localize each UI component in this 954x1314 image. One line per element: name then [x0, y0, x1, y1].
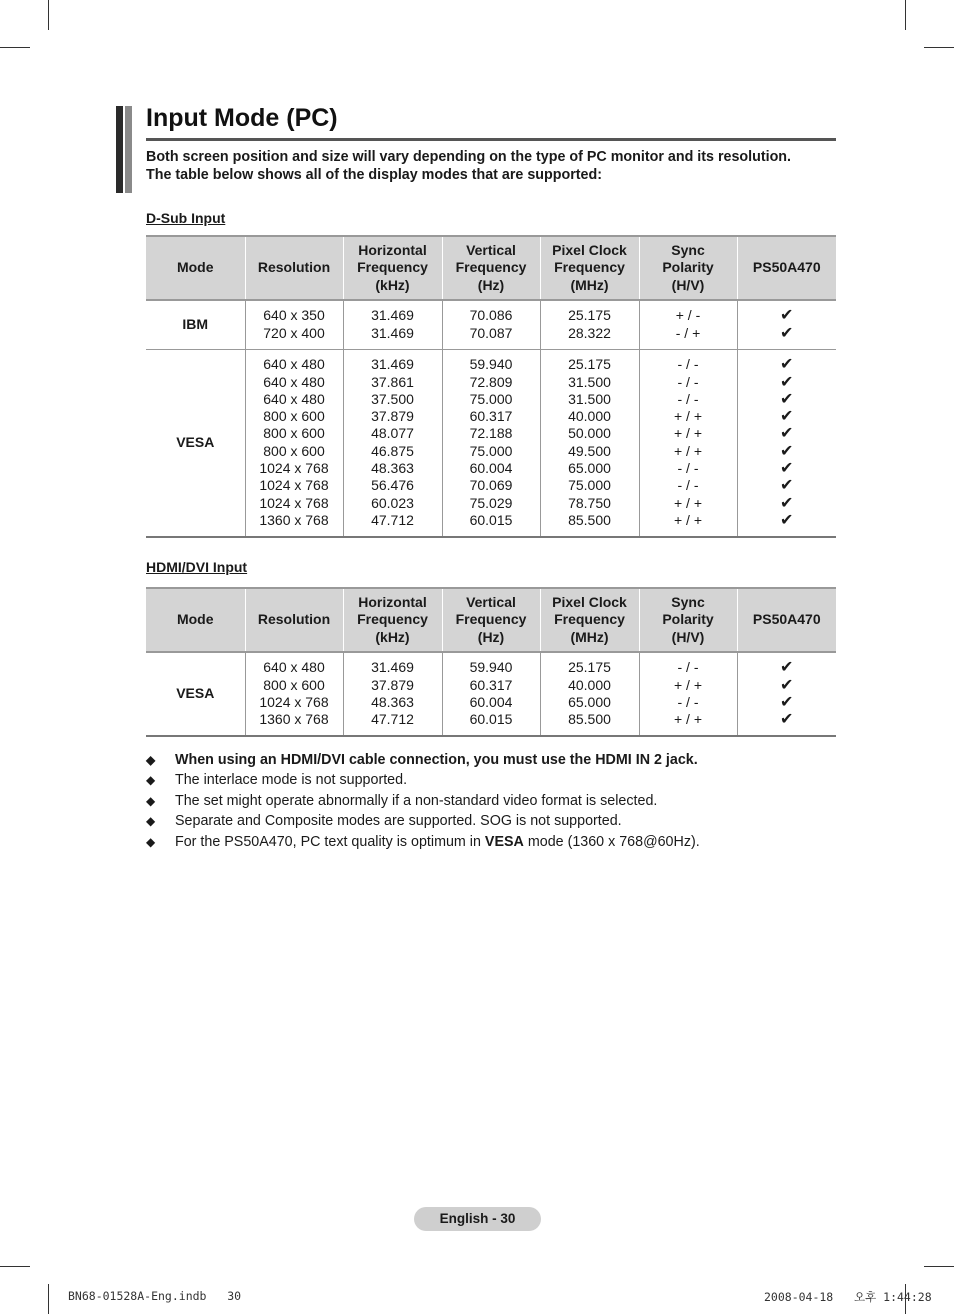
cell-value: 75.029	[469, 494, 513, 511]
diamond-bullet-icon: ◆	[146, 753, 156, 767]
header-line: Mode	[176, 259, 214, 276]
checkmark-icon: ✔	[780, 425, 794, 443]
footer-timestamp: 2008-04-18 오후 1:44:28	[764, 1290, 932, 1304]
title-accent-bar	[125, 106, 132, 193]
cell-value: 59.940	[469, 356, 513, 373]
header-line: PS50A470	[752, 259, 821, 276]
note-text: For the PS50A470, PC text quality is optimum in	[175, 833, 485, 850]
header-line: (kHz)	[375, 628, 410, 645]
cell-value: 37.879	[371, 676, 414, 693]
cell-value: 640 x 480	[263, 373, 325, 390]
cell-value: 25.175	[568, 356, 611, 373]
checkmark-icon: ✔	[780, 659, 794, 677]
cell-value: + / -	[675, 307, 701, 324]
hfreq-cell	[343, 300, 442, 349]
cell-value: 1024 x 768	[259, 477, 329, 494]
header-line: (MHz)	[570, 276, 609, 293]
crop-mark	[924, 47, 954, 48]
header-line: Frequency	[554, 259, 625, 276]
cell-value: + / +	[673, 425, 703, 442]
cell-value: 48.077	[371, 425, 414, 442]
header-line: Frequency	[455, 611, 527, 628]
header-line: (H/V)	[671, 628, 705, 645]
header-line: Pixel Clock	[552, 241, 627, 258]
pclock-cell	[540, 300, 639, 349]
checkmark-icon: ✔	[780, 511, 794, 529]
note-text: The interlace mode is not supported.	[175, 772, 408, 789]
diamond-bullet-icon: ◆	[146, 814, 156, 829]
cell-value: 59.940	[469, 659, 513, 676]
cell-value: 37.861	[371, 373, 414, 390]
hfreq-cell	[343, 652, 442, 736]
pclock-cell	[540, 349, 639, 537]
crop-mark	[48, 1284, 49, 1314]
pclock-cell	[540, 652, 639, 736]
checkmark-icon: ✔	[780, 477, 794, 495]
cell-value: + / +	[673, 511, 703, 528]
cell-value: 800 x 600	[263, 408, 325, 425]
hdmi-section-label: HDMI/DVI Input	[146, 559, 248, 575]
cell-value: 72.188	[469, 425, 513, 442]
cell-value: 85.500	[568, 511, 611, 528]
note-item	[146, 811, 700, 831]
cell-value: 640 x 480	[263, 356, 325, 373]
column-header	[737, 236, 836, 300]
diamond-bullet-icon: ◆	[146, 773, 156, 788]
cell-value: 720 x 400	[263, 324, 325, 341]
crop-mark	[924, 1266, 954, 1267]
vfreq-cell	[442, 300, 540, 349]
header-line: (H/V)	[671, 276, 705, 293]
cell-value: 25.175	[568, 307, 611, 324]
cell-value: 31.469	[371, 659, 414, 676]
cell-value: - / -	[677, 477, 699, 494]
checkmark-icon: ✔	[780, 494, 794, 512]
cell-value: 40.000	[568, 676, 611, 693]
header-line: Pixel Clock	[552, 593, 627, 610]
cell-value: 48.363	[371, 694, 414, 710]
cell-value: 31.469	[371, 356, 414, 373]
cell-value: + / +	[673, 408, 703, 425]
cell-value: 31.500	[568, 373, 611, 390]
cell-value: 31.469	[371, 307, 414, 324]
checkmark-icon: ✔	[780, 390, 794, 408]
header-line: (kHz)	[375, 276, 410, 293]
note-item	[146, 832, 700, 852]
mode-cell: VESA	[146, 349, 245, 537]
cell-value: - / -	[677, 356, 699, 373]
table-row	[146, 300, 836, 349]
cell-value: - / -	[677, 460, 699, 477]
cell-value: 65.000	[568, 694, 611, 710]
cell-value: 800 x 600	[263, 442, 325, 459]
header-line: Vertical	[466, 593, 516, 610]
column-header	[146, 588, 245, 652]
cell-value: 47.712	[371, 711, 414, 728]
cell-value: 1360 x 768	[259, 711, 329, 728]
intro-text	[146, 149, 836, 184]
cell-value: 75.000	[568, 477, 611, 494]
checkmark-icon: ✔	[780, 442, 794, 460]
cell-value: 37.879	[371, 408, 414, 425]
cell-value: 800 x 600	[263, 425, 325, 442]
cell-value: 1360 x 768	[259, 511, 329, 528]
column-header	[442, 588, 540, 652]
notes-list	[146, 750, 700, 852]
cell-value: 60.317	[469, 676, 513, 693]
header-line: Mode	[176, 611, 214, 628]
mode-cell: IBM	[146, 300, 245, 349]
cell-value: 48.363	[371, 460, 414, 477]
footer-file-info: BN68-01528A-Eng.indb 30	[68, 1289, 242, 1303]
cell-value: + / +	[673, 442, 703, 459]
cell-value: 31.500	[568, 390, 611, 407]
diamond-bullet-icon: ◆	[146, 834, 156, 849]
cell-value: 49.500	[568, 442, 611, 459]
dsub-mode-table	[146, 235, 836, 538]
note-item	[146, 750, 700, 770]
table-row	[146, 652, 836, 736]
checkmark-icon: ✔	[780, 307, 794, 325]
note-text: When using an HDMI/DVI cable connection, you must use the HDMI IN 2 jack.	[175, 752, 698, 768]
cell-value: 70.069	[469, 477, 513, 494]
column-header	[540, 236, 639, 300]
cell-value: - / -	[677, 659, 699, 676]
checkmark-icon: ✔	[780, 356, 794, 374]
crop-mark	[0, 1266, 30, 1267]
hfreq-cell	[343, 349, 442, 537]
column-header	[146, 236, 245, 300]
resolution-cell	[245, 652, 343, 736]
note-text: mode (1360 x 768@60Hz).	[523, 833, 700, 850]
cell-value: 640 x 350	[263, 307, 325, 324]
title-rule	[146, 138, 836, 141]
header-line: Polarity	[662, 611, 714, 628]
column-header	[245, 236, 343, 300]
mode-cell: VESA	[146, 652, 245, 736]
cell-value: 60.004	[469, 694, 513, 710]
cell-value: 46.875	[371, 442, 414, 459]
header-line: Frequency	[357, 259, 428, 276]
cell-value: 47.712	[371, 511, 414, 528]
sync-cell	[639, 652, 737, 736]
hdmi-mode-table	[146, 587, 836, 737]
cell-value: 25.175	[568, 659, 611, 676]
cell-value: + / +	[673, 711, 703, 728]
checkmark-icon: ✔	[780, 408, 794, 426]
cell-value: 40.000	[568, 408, 611, 425]
checkmark-icon: ✔	[780, 324, 794, 342]
vfreq-cell	[442, 652, 540, 736]
cell-value: 60.023	[371, 494, 414, 511]
header-line: Resolution	[257, 611, 331, 628]
header-line: Horizontal	[358, 241, 427, 258]
note-text: Separate and Composite modes are supported. SOG is not supported.	[175, 813, 622, 830]
cell-value: 640 x 480	[263, 390, 325, 407]
cell-value: 85.500	[568, 711, 611, 728]
crop-mark	[48, 0, 49, 30]
cell-value: - / +	[675, 324, 701, 341]
header-line: Frequency	[455, 259, 527, 276]
note-item	[146, 791, 700, 811]
crop-mark	[905, 0, 906, 30]
checkmark-icon: ✔	[780, 694, 794, 711]
note-emphasis: VESA	[484, 833, 524, 850]
cell-value: 800 x 600	[263, 676, 325, 693]
cell-value: 60.317	[469, 408, 513, 425]
column-header	[245, 588, 343, 652]
header-line: Frequency	[357, 611, 428, 628]
cell-value: 640 x 480	[263, 659, 325, 676]
checkmark-icon: ✔	[780, 460, 794, 478]
column-header	[540, 588, 639, 652]
header-line: Sync	[671, 241, 705, 258]
sync-cell	[639, 300, 737, 349]
cell-value: + / +	[673, 494, 703, 511]
page-number-badge: English - 30	[414, 1207, 541, 1231]
checkmark-icon: ✔	[780, 373, 794, 391]
header-line: Polarity	[662, 259, 714, 276]
dsub-section-label: D-Sub Input	[146, 210, 226, 226]
note-item	[146, 770, 700, 790]
column-header	[442, 236, 540, 300]
cell-value: 75.000	[469, 390, 513, 407]
diamond-bullet-icon: ◆	[146, 793, 156, 808]
cell-value: 70.086	[469, 307, 513, 324]
column-header	[737, 588, 836, 652]
header-line: Vertical	[466, 241, 516, 258]
resolution-cell	[245, 349, 343, 537]
cell-value: 75.000	[469, 442, 513, 459]
cell-value: - / -	[677, 390, 699, 407]
check-cell	[737, 652, 836, 736]
cell-value: 31.469	[371, 324, 414, 341]
header-line: Resolution	[257, 259, 331, 276]
cell-value: 78.750	[568, 494, 611, 511]
header-line: Frequency	[554, 611, 625, 628]
header-line: (Hz)	[477, 628, 505, 645]
table-row	[146, 349, 836, 537]
header-line: Sync	[671, 593, 705, 610]
cell-value: 50.000	[568, 425, 611, 442]
table-header-row	[146, 236, 836, 300]
cell-value: 28.322	[568, 324, 611, 341]
sync-cell	[639, 349, 737, 537]
note-text: The set might operate abnormally if a non-standard video format is selected.	[175, 792, 658, 809]
title-accent-bar	[116, 106, 123, 193]
check-cell	[737, 300, 836, 349]
check-cell	[737, 349, 836, 537]
column-header	[639, 236, 737, 300]
header-line: Horizontal	[358, 593, 427, 610]
cell-value: 60.004	[469, 460, 513, 477]
checkmark-icon: ✔	[780, 711, 794, 729]
column-header	[343, 588, 442, 652]
column-header	[343, 236, 442, 300]
checkmark-icon: ✔	[780, 676, 794, 694]
intro-line: Both screen position and size will vary depending on the type of PC monitor and its resolution.	[146, 149, 792, 165]
intro-line: The table below shows all of the display modes that are supported:	[146, 166, 602, 183]
cell-value: 70.087	[469, 324, 513, 341]
column-header	[639, 588, 737, 652]
cell-value: - / -	[677, 694, 699, 710]
cell-value: + / +	[673, 676, 703, 693]
vfreq-cell	[442, 349, 540, 537]
crop-mark	[0, 47, 30, 48]
page-title: Input Mode (PC)	[146, 104, 338, 132]
cell-value: 1024 x 768	[259, 694, 329, 710]
resolution-cell	[245, 300, 343, 349]
cell-value: 65.000	[568, 460, 611, 477]
cell-value: 60.015	[469, 511, 513, 528]
cell-value: 37.500	[371, 390, 414, 407]
cell-value: 56.476	[371, 477, 414, 494]
header-line: PS50A470	[752, 611, 821, 628]
header-line: (Hz)	[477, 276, 505, 293]
cell-value: 1024 x 768	[259, 494, 329, 511]
cell-value: 60.015	[469, 711, 513, 728]
table-header-row	[146, 588, 836, 652]
cell-value: 72.809	[469, 373, 513, 390]
cell-value: 1024 x 768	[259, 460, 329, 477]
header-line: (MHz)	[570, 628, 609, 645]
cell-value: - / -	[677, 373, 699, 390]
